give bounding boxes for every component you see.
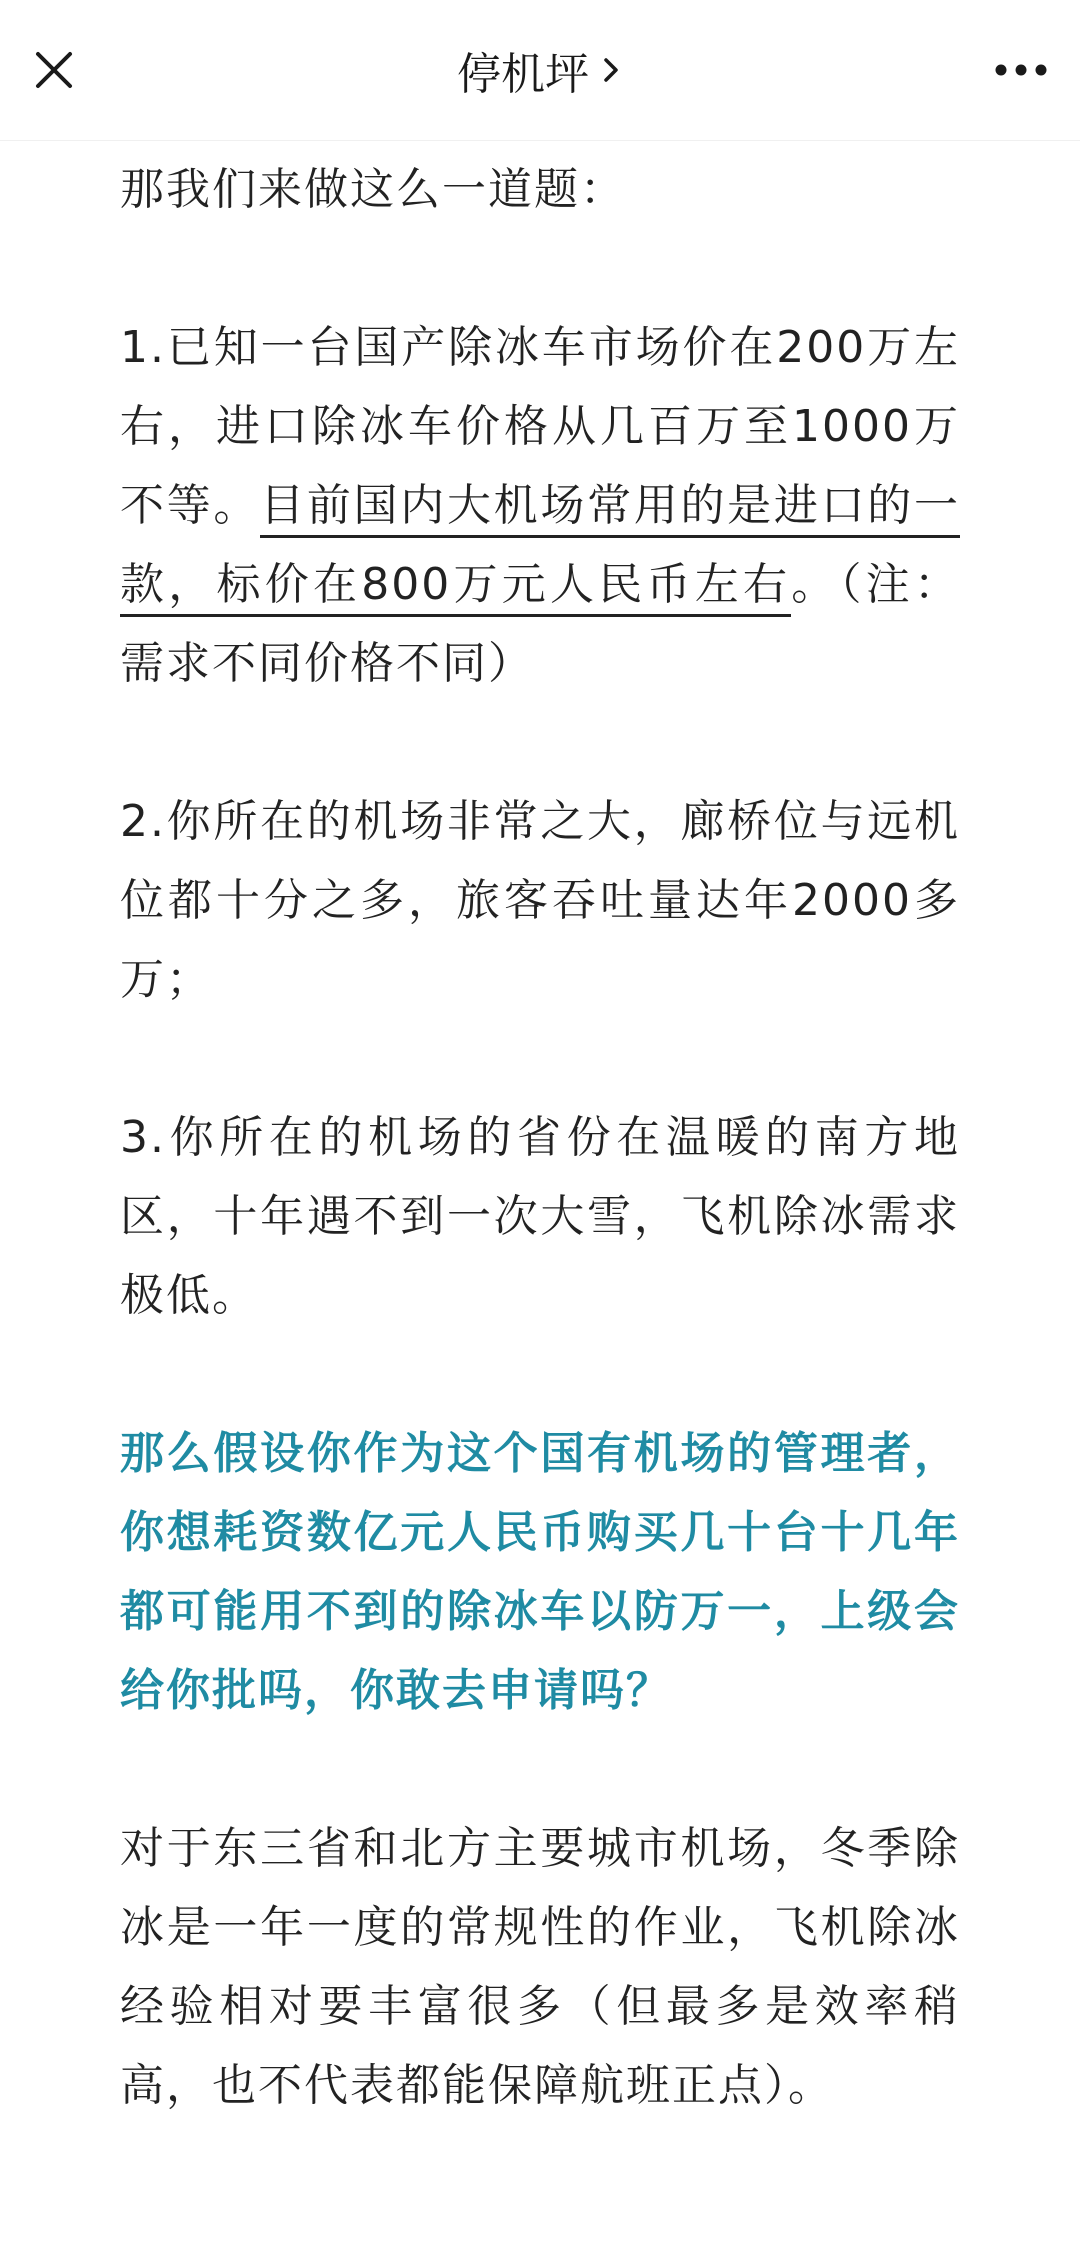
point-2-paragraph: 2.你所在的机场非常之大，廊桥位与远机位都十分之多，旅客吞吐量达年2000多万； (120, 796, 960, 1005)
account-name-link[interactable] (0, 40, 1080, 100)
point-1-note: 。（注：需求不同价格不同） (120, 559, 961, 689)
intro-paragraph: 那我们来做这么一道题： (120, 164, 626, 215)
top-nav-bar (0, 0, 1080, 141)
article-body (120, 150, 960, 2204)
closing-paragraph: 对于东三省和北方主要城市机场，冬季除冰是一年一度的常规性的作业，飞机除冰经验相对要丰富很多（但最多是效率稍高，也不代表都能保障航班正点）。 (120, 1823, 960, 2111)
chevron-right-icon (599, 50, 623, 90)
more-horizontal-icon (991, 62, 1051, 78)
point-1-text: 1.已知一台国产除冰车市场价在200万左右，进口除冰车价格从几百万至1000万不等。 (120, 322, 960, 531)
page-title: 停机坪 (457, 49, 589, 100)
more-button[interactable] (986, 40, 1056, 100)
underlined-text: 目前国内大机场常用的是进口的一款，标价在800万元人民币左右 (120, 480, 960, 617)
point-1-paragraph (120, 308, 960, 703)
point-3-paragraph: 3.你所在的机场的省份在温暖的南方地区，十年遇不到一次大雪，飞机除冰需求极低。 (120, 1112, 960, 1321)
question-paragraph: 那么假设你作为这个国有机场的管理者，你想耗资数亿元人民币购买几十台十几年都可能用不到的除冰车以防万一，上级会给你批吗，你敢去申请吗？ (120, 1428, 960, 1716)
